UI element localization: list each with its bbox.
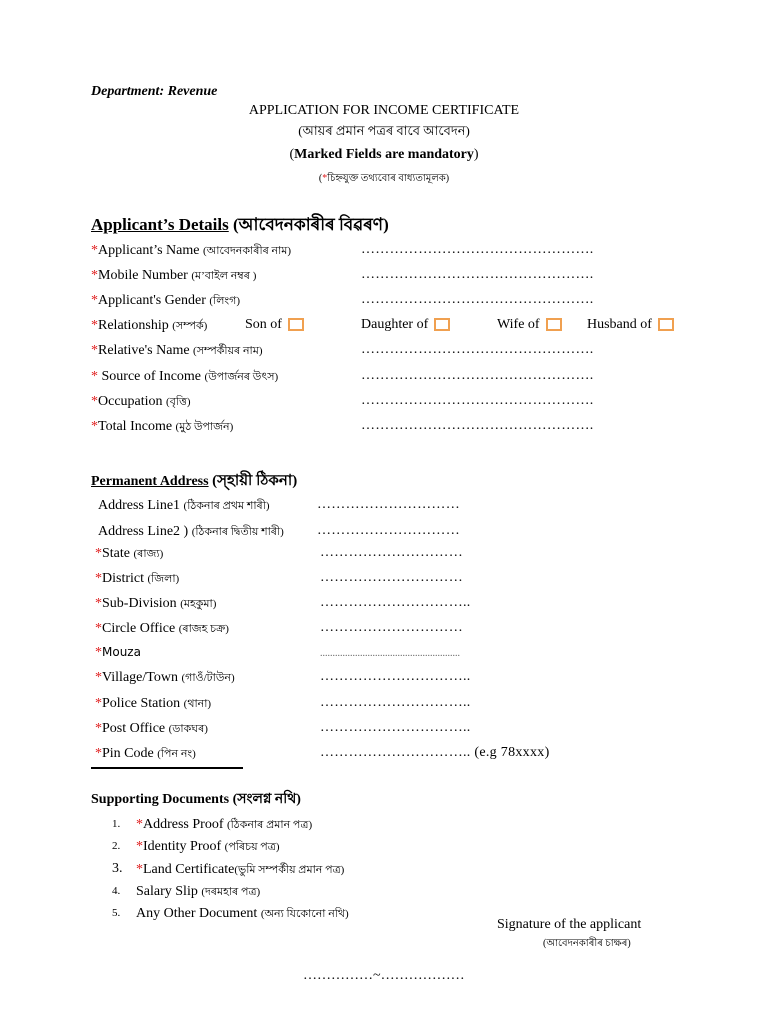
document-label: Identity Proof: [143, 839, 225, 854]
son-of-checkbox[interactable]: [288, 318, 304, 331]
field-label-assamese: (ৰাজ্য): [133, 548, 164, 560]
address-field-input[interactable]: …………………………: [320, 545, 463, 560]
required-star: *: [136, 839, 143, 854]
mandatory-note: (Marked Fields are mandatory): [289, 147, 479, 162]
field-label-assamese: (ডাকঘৰ): [168, 723, 208, 735]
mandatory-note-assamese: (*চিহ্নযুক্ত তথ্যবোৰ বাধ্যতামূলক): [318, 173, 450, 184]
field-label-text: Total Income: [98, 419, 176, 434]
required-star: *: [91, 343, 98, 358]
address-field-input[interactable]: …………………………..: [320, 595, 471, 610]
document-label: Any Other Document: [136, 906, 261, 921]
document-label: Salary Slip: [136, 884, 202, 899]
address-field-input[interactable]: ………………………….. (e.g 78xxxx): [320, 745, 550, 760]
field-label-assamese: (ম’বাইল নম্বৰ ): [191, 270, 257, 282]
signature-label-assamese: (আবেদনকাৰীৰ চাক্ষৰ): [543, 938, 631, 949]
address-field-input[interactable]: …………………………: [317, 497, 460, 512]
required-star: *: [95, 621, 102, 636]
field-label-text: Applicant's Gender: [98, 293, 210, 308]
address-field-input[interactable]: …………………………..: [320, 669, 471, 684]
relationship-husband-of[interactable]: Husband of: [587, 317, 674, 333]
required-star: *: [95, 571, 102, 586]
signature-line[interactable]: ……………~………………: [303, 968, 465, 983]
relationship-wife-of[interactable]: Wife of: [497, 317, 562, 333]
address-field-label: [98, 497, 270, 516]
document-label-assamese: (অন্য যিকোনো নথি): [260, 908, 349, 920]
department-label: Department: Revenue: [91, 84, 218, 99]
field-label-assamese: (মহকুমা): [180, 598, 217, 610]
field-label-text: Address Line2 ): [98, 524, 192, 539]
section-divider: [91, 767, 243, 769]
required-star: *: [91, 369, 98, 384]
applicant-field-input[interactable]: ………………………………………….: [361, 368, 594, 383]
field-label-text: Village/Town: [102, 670, 182, 685]
required-star: *: [95, 746, 102, 761]
field-label-text: Mobile Number: [98, 268, 192, 283]
permanent-address-heading: Permanent Address (স্হায়ী ঠিকনা): [91, 473, 298, 489]
address-field-input[interactable]: …………………………: [317, 523, 460, 538]
address-field-input[interactable]: …………………………: [320, 570, 463, 585]
address-field-label: [95, 745, 196, 764]
required-star: *: [91, 243, 98, 258]
address-field-input[interactable]: …………………………..: [320, 720, 471, 735]
applicant-field-label: [91, 242, 291, 261]
document-item: [136, 838, 280, 857]
field-label-assamese: (মুঠ উপাৰ্জন): [175, 421, 234, 433]
form-title-assamese: (আয়ৰ প্ৰমান পত্ৰৰ বাবে আবেদন): [298, 123, 470, 138]
required-star: *: [91, 293, 98, 308]
relationship-label: *Relationship (সম্পৰ্ক): [91, 318, 208, 333]
address-field-input[interactable]: …………………………..: [320, 695, 471, 710]
field-label-text: Police Station: [102, 696, 184, 711]
field-label-assamese: (লিংগ): [209, 295, 241, 307]
address-field-label: [95, 545, 163, 564]
relationship-son-of[interactable]: Son of: [245, 317, 304, 333]
wife-of-checkbox[interactable]: [546, 318, 562, 331]
field-label-assamese: (আবেদনকাৰীৰ নাম): [202, 245, 292, 257]
husband-of-checkbox[interactable]: [658, 318, 674, 331]
supporting-documents-heading: Supporting Documents (সংলগ্ন নথি): [91, 792, 301, 807]
field-label-assamese: (ঠিকনাৰ প্ৰথম শাৰী): [183, 500, 270, 512]
document-label-assamese: (ঠিকনাৰ প্ৰমান পত্ৰ): [227, 819, 313, 831]
field-label-assamese: (থানা): [183, 698, 212, 710]
document-item: [136, 883, 260, 902]
address-field-input[interactable]: …………………………: [320, 620, 463, 635]
address-field-input[interactable]: ........................................................: [320, 648, 460, 659]
field-label-text: Source of Income: [98, 369, 205, 384]
document-label: Address Proof: [143, 817, 227, 832]
field-label-text: Sub-Division: [102, 596, 181, 611]
applicant-field-input[interactable]: ………………………………………….: [361, 342, 594, 357]
required-star: *: [91, 419, 98, 434]
address-field-label: [98, 523, 284, 542]
document-label-assamese: (ভুমি সম্পৰ্কীয় প্ৰমান পত্ৰ): [234, 864, 345, 876]
field-label-text: Applicant’s Name: [98, 243, 203, 258]
document-label-assamese: (দৰমহাৰ পত্ৰ): [201, 886, 261, 898]
applicant-field-label: [91, 292, 240, 311]
field-label-text: District: [102, 571, 148, 586]
applicant-field-label: [91, 368, 278, 387]
relationship-daughter-of[interactable]: Daughter of: [361, 317, 450, 333]
address-field-label: [95, 595, 216, 614]
address-field-label: [95, 645, 141, 661]
list-number: 1.: [112, 818, 121, 830]
signature-label: Signature of the applicant: [497, 917, 642, 932]
field-label-text: Pin Code: [102, 746, 158, 761]
applicant-field-input[interactable]: ………………………………………….: [361, 292, 594, 307]
field-label-assamese: (গাওঁ/টাউন): [181, 672, 235, 684]
field-label-assamese: (ৰাজহ চক্ৰ): [178, 623, 229, 635]
document-item: [136, 816, 312, 835]
required-star: *: [95, 645, 102, 660]
required-star: *: [91, 394, 98, 409]
field-label-assamese: (ঠিকনাৰ দ্বিতীয় শাৰী): [191, 526, 284, 538]
address-field-label: [95, 570, 179, 589]
address-field-label: [95, 620, 229, 639]
document-item: [136, 905, 349, 924]
field-label-text: Circle Office: [102, 621, 179, 636]
applicant-field-input[interactable]: ………………………………………….: [361, 242, 594, 257]
required-star: *: [95, 721, 102, 736]
required-star: *: [95, 696, 102, 711]
address-field-label: [95, 720, 208, 739]
document-label: Land Certificate: [143, 862, 235, 877]
required-star: *: [95, 670, 102, 685]
list-number: 5.: [112, 907, 121, 919]
document-label-assamese: (পৰিচয় পত্ৰ): [224, 841, 280, 853]
required-star: *: [95, 546, 102, 561]
field-label-text: Occupation: [98, 394, 167, 409]
required-star: *: [136, 862, 143, 877]
applicant-field-label: [91, 267, 256, 286]
applicant-field-input[interactable]: ………………………………………….: [361, 418, 594, 433]
field-label-assamese: (সম্পৰ্কীয়ৰ নাম): [193, 345, 263, 357]
document-item: [136, 861, 344, 880]
field-label-text: Relative's Name: [98, 343, 194, 358]
field-label-assamese: (জিলা): [147, 573, 180, 585]
field-label-assamese: (পিন নং): [157, 748, 196, 760]
field-label-assamese: (উপাৰ্জনৰ উৎস): [204, 371, 279, 383]
applicant-field-input[interactable]: ………………………………………….: [361, 267, 594, 282]
applicant-field-label: [91, 342, 263, 361]
field-label-text: Address Line1: [98, 498, 184, 513]
applicant-field-label: [91, 418, 233, 437]
list-number: 4.: [112, 885, 121, 897]
field-label-text: State: [102, 546, 134, 561]
address-field-label: [95, 695, 211, 714]
required-star: *: [95, 596, 102, 611]
applicant-details-heading: Applicant’s Details (আবেদনকাৰীৰ বিৱৰণ): [91, 215, 389, 234]
field-label-text: Mouza: [102, 645, 141, 659]
field-label-assamese: (বৃত্তি): [166, 396, 191, 408]
list-number: 3.: [112, 861, 123, 876]
field-label-text: Post Office: [102, 721, 169, 736]
form-title: APPLICATION FOR INCOME CERTIFICATE: [248, 103, 520, 118]
address-field-label: [95, 669, 235, 688]
daughter-of-checkbox[interactable]: [434, 318, 450, 331]
required-star: *: [136, 817, 143, 832]
applicant-field-input[interactable]: ………………………………………….: [361, 393, 594, 408]
required-star: *: [91, 268, 98, 283]
list-number: 2.: [112, 840, 121, 852]
applicant-field-label: [91, 393, 191, 412]
